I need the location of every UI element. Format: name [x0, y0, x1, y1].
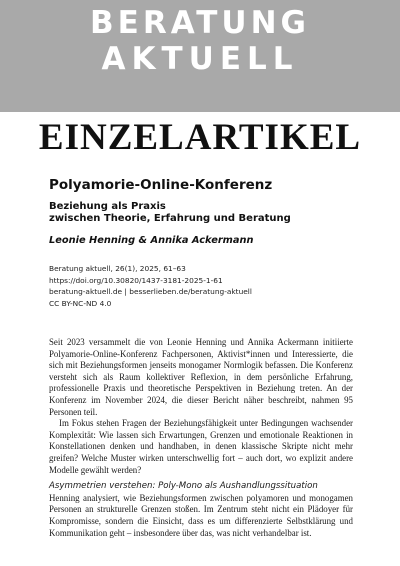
article-subtitle — [49, 201, 369, 225]
website-links[interactable]: beratung-aktuell.de | besserlieben.de/beratung-aktuell — [49, 287, 252, 296]
subtitle-line-2: zwischen Theorie, Erfahrung und Beratung — [49, 213, 291, 224]
section-heading: Asymmetrien verstehen: Poly-Mono als Aushandlungssituation — [49, 481, 318, 492]
paragraph-1: Seit 2023 versammelt die von Leonie Henning und Annika Ackermann initiierte Polyamorie-Online-Konferenz Fachpersonen, Aktivist*innen und Interessierte, die sich mit Beziehungsformen jenseits monogamer Normlogik befassen. Die Konferenz versteht sich als Raum kollektiver Reflexion, in dem persönliche Erfahrung, professionelle Praxis und theoretische Perspektiven in Beziehung treten. An der Konferenz im November 2024, die dieser Bericht näher beschreibt, nahmen 95 Personen teil. — [49, 337, 353, 417]
doi-link[interactable]: https://doi.org/10.30820/1437-3181-2025-1-61 — [49, 275, 223, 285]
journal-banner — [0, 0, 400, 112]
citation-journal: Beratung aktuell, 26(1), 2025, 61–63 — [49, 264, 186, 273]
paragraph-3: Henning analysiert, wie Beziehungsformen zwischen polyamoren und monogamen Personen an strukturelle Grenzen stoßen. Im Zentrum steht nicht ein Plädoyer für Kompromisse, sondern die Einsicht, dass es um differenzierte Selbstklärung und Kommunikation geht – insbesondere über das, was nicht verhandelbar ist. — [49, 492, 353, 538]
brand-line-2: AKTUELL — [101, 41, 299, 77]
subtitle-line-1: Beziehung als Praxis — [49, 201, 166, 212]
license: CC BY-NC-ND 4.0 — [49, 298, 112, 308]
document-type-label: EINZELARTIKEL — [38, 117, 362, 158]
paragraph-2: Im Fokus stehen Fragen der Beziehungsfähigkeit unter Bedingungen wachsender Komplexität: Wie lassen sich Erwartungen, Grenzen und emotionale Reaktionen in Konstellationen denken und handhaben, in denen klassische Skripte nicht mehr greifen? Welche Muster wirken unterschwellig fort – auch dort, wo explizit andere Modelle gewählt werden? — [49, 418, 353, 475]
article-authors: Leonie Henning & Annika Ackermann — [49, 235, 254, 246]
article-body — [49, 337, 353, 539]
brand-line-1: BERATUNG — [90, 5, 310, 41]
citation-block — [49, 263, 369, 309]
article-title: Polyamorie-Online-Konferenz — [49, 177, 273, 193]
